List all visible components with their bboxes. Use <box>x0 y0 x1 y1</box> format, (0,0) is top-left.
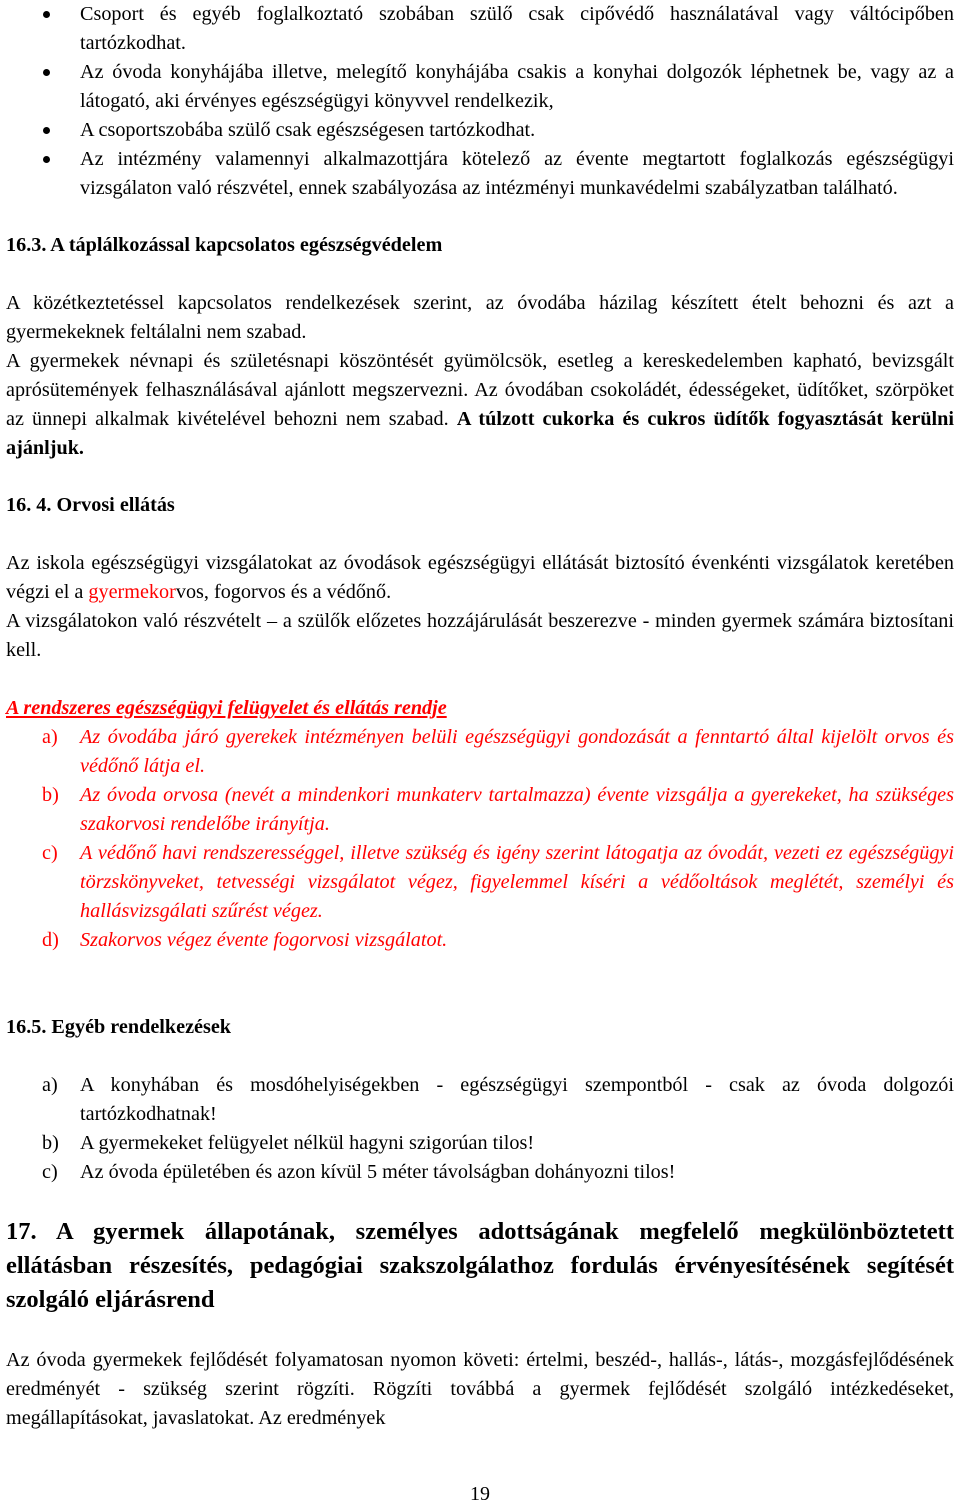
highlight-tail: vos <box>175 581 204 603</box>
list-label: c) <box>42 842 58 864</box>
list-label: b) <box>42 784 59 806</box>
list-item <box>6 1129 954 1158</box>
paragraph-text: A gyermekek névnapi és születésnapi köszöntését gyümölcsök, esetleg a kereskedelemben kapható, bevizsgált aprósütemények felhasználásával ajánlott megszervezni. Az óvodában csokoládét, édességeket, üdítőket, szörpöket az ünnepi alkalmak kivételével behozni nem szabad. <box>6 350 954 430</box>
list-item <box>6 781 954 839</box>
page-number: 19 <box>470 1483 490 1505</box>
highlight-text: gyermekor <box>88 581 176 603</box>
red-list <box>6 723 954 955</box>
list-text: Az óvoda épületében és azon kívül 5 méter távolságban dohányozni tilos! <box>80 1161 676 1183</box>
list-text: A védőnő havi rendszerességgel, illetve szükség és igény szerint látogatja az óvodát, vezeti ez egészségügyi törzskönyveket, tetvességi vizsgálatot végez, figyelemmel kíséri a védőoltások meglétét, személyi és hallásvizsgálati szűrést végez. <box>80 842 954 922</box>
list-label: d) <box>42 929 59 951</box>
paragraph <box>6 549 954 607</box>
red-heading: A rendszeres egészségügyi felügyelet és ellátás rendje <box>6 697 447 719</box>
bullet-item: A csoportszobába szülő csak egészségesen tartózkodhat. <box>6 116 954 145</box>
list-label: c) <box>42 1161 58 1183</box>
list-item <box>6 1071 954 1129</box>
list-text: Az óvoda orvosa (nevét a mindenkori munkaterv tartalmazza) évente vizsgálja a gyerekeket, ha szükséges szakorvosi rendelőbe irányítja. <box>80 784 954 835</box>
list-label: a) <box>42 1074 58 1096</box>
list-item <box>6 723 954 781</box>
list-item <box>6 839 954 926</box>
list-text: Szakorvos végez évente fogorvosi vizsgálatot. <box>80 929 448 951</box>
list-label: b) <box>42 1132 59 1154</box>
paragraph-text: Az iskola egészségügyi vizsgálatokat az óvodások egészségügyi ellátását biztosító évenkénti vizsgálatok keretében végzi el a <box>6 552 954 603</box>
paragraph: Az óvoda gyermekek fejlődését folyamatosan nyomon követi: értelmi, beszéd-, hallás-, látás-, mozgásfejlődésének eredményét - szükség szerint rögzíti. Rögzíti továbbá a gyermek fejlődését szolgáló intézkedéseket, megállapításokat, javaslatokat. Az eredmények <box>6 1349 954 1429</box>
section-heading-16-3: 16.3. A táplálkozással kapcsolatos egészségvédelem <box>6 234 443 256</box>
bullet-list <box>6 0 954 203</box>
paragraph: A közétkeztetéssel kapcsolatos rendelkezések szerint, az óvodába házilag készített ételt behozni és azt a gyermekeknek feltálalni nem szabad. <box>6 292 954 343</box>
emphasis-text: A túlzott cukorka és cukros üdítők fogyasztását kerülni ajánljuk. <box>6 408 954 459</box>
section-heading-16-5: 16.5. Egyéb rendelkezések <box>6 1016 232 1038</box>
paragraph-text: , fogorvos és a védőnő. <box>203 581 392 603</box>
paragraph: A vizsgálatokon való részvételt – a szülők előzetes hozzájárulását beszerezve - minden gyermek számára biztosítani kell. <box>6 610 954 661</box>
section-heading-16-4: 16. 4. Orvosi ellátás <box>6 494 175 516</box>
paragraph <box>6 347 954 463</box>
other-rules-list <box>6 1071 954 1187</box>
section-heading-17: 17. A gyermek állapotának, személyes adottságának megfelelő megkülönböztetett ellátásban részesítés, pedagógiai szakszolgálathoz fordulás érvényesítésének segítését szolgáló eljárásrend <box>6 1218 954 1313</box>
list-item <box>6 1158 954 1187</box>
list-text: A gyermekeket felügyelet nélkül hagyni szigorúan tilos! <box>80 1132 535 1154</box>
bullet-item: Az intézmény valamennyi alkalmazottjára kötelező az évente megtartott foglalkozás egészségügyi vizsgálaton való részvétel, ennek szabályozása az intézményi munkavédelmi szabályzatban található. <box>6 145 954 203</box>
list-item <box>6 926 954 955</box>
bullet-item: Az óvoda konyhájába illetve, melegítő konyhájába csakis a konyhai dolgozók léphetnek be, vagy az a látogató, aki érvényes egészségügyi könyvvel rendelkezik, <box>6 58 954 116</box>
list-text: Az óvodába járó gyerekek intézményen belüli egészségügyi gondozását a fenntartó által kijelölt orvos és védőnő látja el. <box>80 726 954 777</box>
list-label: a) <box>42 726 58 748</box>
bullet-item: Csoport és egyéb foglalkoztató szobában szülő csak cipővédő használatával vagy váltócipőben tartózkodhat. <box>6 0 954 58</box>
list-text: A konyhában és mosdóhelyiségekben - egészségügyi szempontból - csak az óvoda dolgozói tartózkodhatnak! <box>80 1074 954 1125</box>
